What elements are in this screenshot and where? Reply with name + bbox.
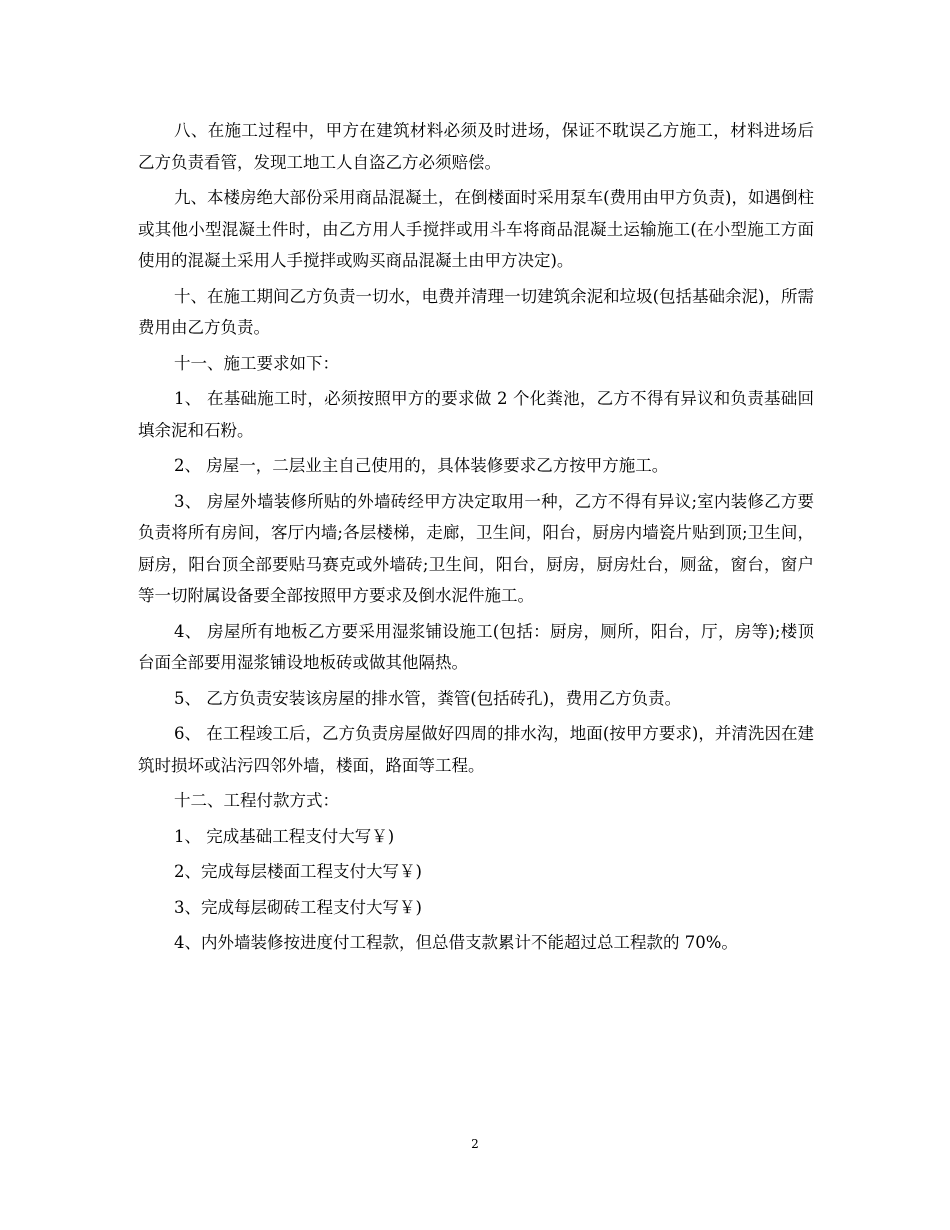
clause-12-item-3: 3、完成每层砌砖工程支付大写￥) — [174, 897, 422, 917]
clause-9: 九、本楼房绝大部份采用商品混凝土，在倒楼面时采用泵车(费用由甲方负责)，如遇倒柱或其他小型混凝土件时，由乙方用人手搅拌或用斗车将商品混凝土运输施工(在小型施工方面使用的混凝土采用人手搅拌或购买商品混凝土由甲方决定)。 — [138, 188, 814, 270]
clause-11-item-3: 3、 房屋外墙装修所贴的外墙砖经甲方决定取用一种，乙方不得有异议;室内装修乙方要负责将所有房间，客厅内墙;各层楼梯，走廊，卫生间，阳台，厨房内墙瓷片贴到顶;卫生间，厨房，阳台顶全部要贴马赛克或外墙砖;卫生间，阳台，厨房，厨房灶台，厕盆，窗台，窗户等一切附属设备要全部按照甲方要求及倒水泥件施工。 — [138, 491, 814, 605]
clause-8: 八、在施工过程中，甲方在建筑材料必须及时进场，保证不耽误乙方施工，材料进场后乙方负责看管，发现工地工人自盗乙方必须赔偿。 — [138, 121, 814, 172]
clause-11-heading: 十一、施工要求如下： — [174, 353, 339, 373]
page-number: 2 — [471, 1137, 479, 1151]
clause-11-item-5: 5、 乙方负责安装该房屋的排水管，粪管(包括砖孔)，费用乙方负责。 — [174, 688, 682, 708]
clause-12-item-4: 4、内外墙装修按进度付工程款，但总借支款累计不能超过总工程款的 70%。 — [174, 933, 738, 952]
clause-12-item-2: 2、完成每层楼面工程支付大写￥) — [174, 862, 422, 881]
document-body — [138, 115, 814, 959]
clause-10: 十、在施工期间乙方负责一切水，电费并清理一切建筑余泥和垃圾(包括基础余泥)，所需费用由乙方负责。 — [138, 286, 814, 337]
clause-12-item-1: 1、 完成基础工程支付大写￥) — [174, 826, 395, 846]
clause-11-item-1: 1、 在基础施工时，必须按照甲方的要求做 2 个化粪池，乙方不得有异议和负责基础回填余泥和石粉。 — [138, 389, 814, 440]
clause-11-item-2: 2、 房屋一，二层业主自己使用的，具体装修要求乙方按甲方施工。 — [174, 456, 669, 475]
clause-11-item-4: 4、 房屋所有地板乙方要采用湿浆铺设施工(包括：厨房，厕所，阳台，厅，房等);楼顶台面全部要用湿浆铺设地板砖或做其他隔热。 — [138, 621, 814, 672]
clause-11-item-6: 6、 在工程竣工后，乙方负责房屋做好四周的排水沟，地面(按甲方要求)，并清洗因在建筑时损坏或沾污四邻外墙，楼面，路面等工程。 — [138, 724, 814, 775]
clause-12-heading: 十二、工程付款方式： — [174, 791, 339, 810]
